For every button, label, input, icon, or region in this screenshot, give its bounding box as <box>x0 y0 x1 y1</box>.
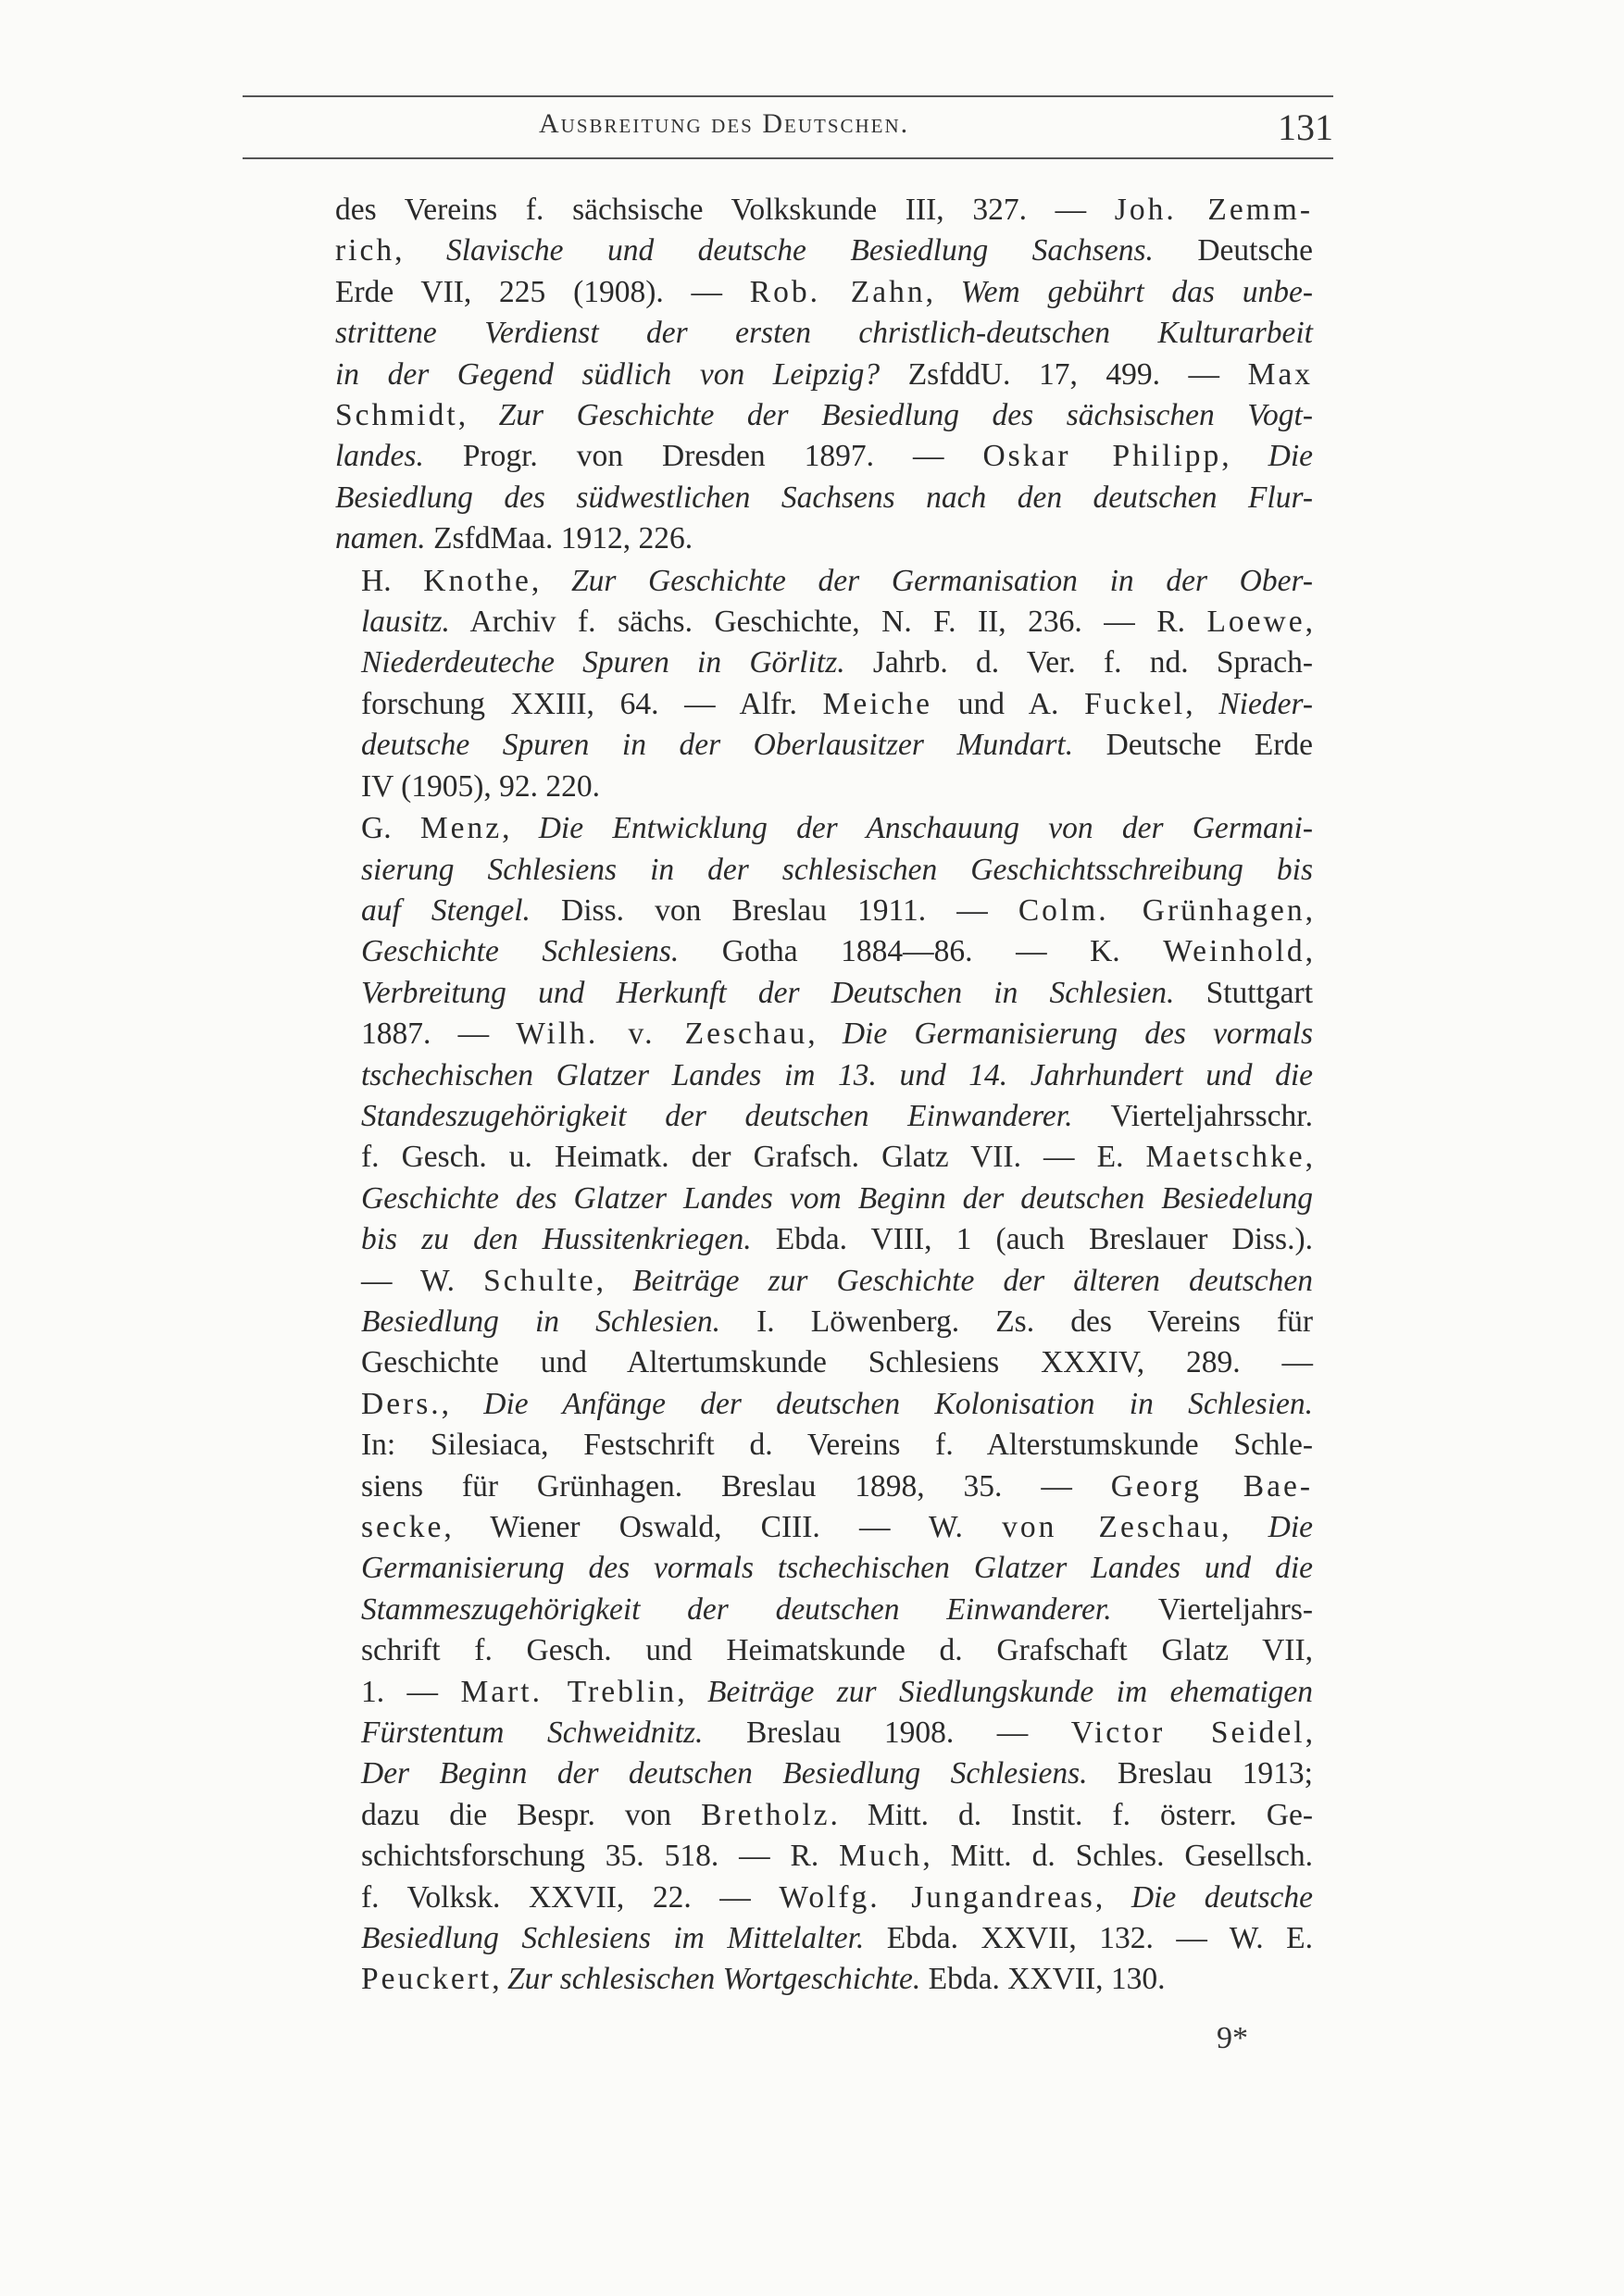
text-line <box>335 313 1313 354</box>
text-line <box>335 1548 1313 1589</box>
citation-text: — W. <box>361 1263 484 1298</box>
title-text: strittene Verdienst der ersten christlich-deutschen Kulturarbeit <box>335 316 1313 351</box>
author-name: Menz <box>419 811 503 846</box>
title-text: Die deutsche <box>1131 1879 1313 1915</box>
text-line <box>335 808 1313 849</box>
author-name: Schulte <box>483 1263 596 1298</box>
title-text: deutsche Spuren in der Oberlausitzer Mundart. <box>361 728 1074 763</box>
text-line <box>335 1959 1313 2000</box>
author-name: Schmidt <box>335 398 458 433</box>
text-line <box>335 231 1313 271</box>
title-text: Standeszugehörigkeit der deutschen Einwanderer. <box>361 1098 1073 1133</box>
text-line <box>335 1261 1313 1302</box>
text-line <box>335 478 1313 518</box>
text-line <box>335 1590 1313 1630</box>
text-line <box>335 1878 1313 1918</box>
citation-text: , <box>492 1962 507 1997</box>
citation-text: , <box>531 563 571 598</box>
citation-text: , <box>1221 1510 1268 1544</box>
text-line <box>335 602 1313 643</box>
text-line <box>335 561 1313 602</box>
citation-text: Erde VII, 225 (1908). — <box>335 274 750 309</box>
text-line <box>335 1466 1313 1507</box>
author-name: secke <box>361 1510 444 1544</box>
citation-text: , <box>925 274 961 309</box>
text-line <box>335 973 1313 1014</box>
citation-text: 1887. — <box>361 1017 517 1052</box>
author-name: Wilh. v. Zeschau <box>516 1017 808 1052</box>
text-line <box>335 850 1313 891</box>
text-line <box>335 1753 1313 1794</box>
citation-text: IV (1905), 92. 220. <box>361 768 601 804</box>
text-line <box>335 1055 1313 1096</box>
title-text: in der Gegend südlich von Leipzig? <box>335 356 881 392</box>
title-text: Stammeszugehörigkeit der deutschen Einwanderer. <box>361 1591 1112 1627</box>
title-text: Germanisierung des vormals tschechischen Glatzer Landes und die <box>361 1551 1313 1586</box>
citation-text: , <box>457 398 499 433</box>
citation-text: , <box>441 1386 484 1421</box>
text-line <box>335 1836 1313 1877</box>
bibliography-body <box>335 190 1313 2001</box>
text-line <box>335 1342 1313 1383</box>
citation-text: f. Gesch. u. Heimatk. der Grafsch. Glatz VII. — E. <box>361 1140 1146 1175</box>
title-text: Besiedlung Schlesiens im Mittelalter. <box>361 1921 865 1956</box>
title-text: Niederdeuteche Spuren in Görlitz. <box>361 645 845 680</box>
citation-text: I. Löwenberg. Zs. des Vereins für <box>720 1304 1314 1339</box>
citation-text: Stuttgart <box>1174 975 1313 1010</box>
text-line <box>335 643 1313 683</box>
paragraph-schlesien <box>335 808 1313 2001</box>
title-text: Besiedlung des südwestlichen Sachsens nach den deutschen Flur- <box>335 480 1313 515</box>
citation-text: des Vereins f. sächsische Volkskunde III, 327. — <box>335 193 1115 227</box>
title-text: Die <box>1268 1510 1313 1544</box>
citation-text: f. Volksk. XXVII, 22. — <box>361 1879 780 1915</box>
title-text: Wem gebührt das unbe- <box>960 274 1314 309</box>
text-line <box>335 1795 1313 1836</box>
title-text: Zur Geschichte der Besiedlung des sächsischen Vogt- <box>498 398 1314 433</box>
text-line <box>335 1918 1313 1959</box>
title-text: tschechischen Glatzer Landes im 13. und 14. Jahrhundert und die <box>361 1057 1313 1092</box>
author-name: Wolfg. Jungandreas <box>779 1879 1095 1915</box>
citation-text: ZsfddU. 17, 499. — <box>880 356 1248 392</box>
author-name: Georg Bae- <box>1110 1468 1313 1504</box>
author-name: Rob. Zahn <box>749 274 926 309</box>
citation-text: , <box>1221 439 1268 474</box>
citation-text: In: Silesiaca, Festschrift d. Vereins f. Alterstumskunde Schle- <box>361 1428 1313 1463</box>
title-text: Fürstentum Schweidnitz. <box>361 1716 704 1751</box>
citation-text: 1. — <box>361 1674 461 1709</box>
title-text: Zur Geschichte der Germanisation in der Ober- <box>570 563 1313 598</box>
text-line <box>335 725 1313 766</box>
text-line <box>335 1713 1313 1753</box>
title-text: Slavische und deutsche Besiedlung Sachsens. <box>445 233 1154 268</box>
citation-text: forschung XXIII, 64. — Alfr. <box>361 686 823 721</box>
citation-text: Breslau 1913; <box>1087 1756 1313 1791</box>
author-name: von Zeschau <box>1002 1510 1222 1544</box>
citation-text: , <box>1305 934 1313 969</box>
header-rule <box>243 157 1333 159</box>
citation-text: Geschichte und Altertumskunde Schlesiens XXXIV, 289. — <box>361 1345 1313 1380</box>
text-line <box>335 395 1313 436</box>
author-name: Colm. Grünhagen <box>1018 892 1305 928</box>
text-line <box>335 1630 1313 1671</box>
title-text: Beiträge zur Geschichte der älteren deutschen <box>632 1263 1314 1298</box>
citation-text: , <box>394 233 446 268</box>
citation-text: , Mitt. d. Schles. Gesellsch. <box>922 1839 1313 1874</box>
title-text: namen. <box>335 521 426 556</box>
citation-text: Gotha 1884—86. — K. <box>679 934 1164 969</box>
citation-text: dazu die Bespr. von <box>361 1797 702 1832</box>
text-line <box>335 891 1313 931</box>
title-text: Geschichte Schlesiens. <box>361 934 680 969</box>
citation-text: Ebda. VIII, 1 (auch Breslauer Diss.). <box>751 1222 1314 1257</box>
text-line <box>335 1219 1313 1260</box>
text-line <box>335 931 1313 972</box>
text-line <box>335 272 1313 313</box>
citation-text: , Wiener Oswald, CIII. — W. <box>443 1510 1003 1544</box>
text-line <box>335 1096 1313 1137</box>
citation-text: schichtsforschung 35. 518. — R. <box>361 1839 840 1874</box>
author-name: Loewe <box>1206 605 1305 640</box>
author-name: Peuckert <box>361 1962 493 1997</box>
author-name: Knothe <box>423 563 531 598</box>
title-text: bis zu den Hussitenkriegen. <box>361 1222 752 1257</box>
citation-text: , <box>807 1017 843 1052</box>
text-line <box>335 1672 1313 1713</box>
citation-text: , <box>1305 1140 1313 1175</box>
citation-text: Jahrb. d. Ver. f. nd. Sprach- <box>844 645 1313 680</box>
citation-text: , <box>1094 1879 1131 1915</box>
title-text: Die Entwicklung der Anschauung von der Germani- <box>538 811 1313 846</box>
signature-mark: 9* <box>1217 2021 1248 2055</box>
text-line <box>335 1425 1313 1466</box>
author-name: Victor Seidel <box>1070 1716 1305 1751</box>
paragraph-oberlausitz <box>335 561 1313 807</box>
author-name: Much <box>839 1839 923 1874</box>
text-line <box>335 1302 1313 1342</box>
citation-text: . Mitt. d. Instit. f. österr. Ge- <box>830 1797 1313 1832</box>
citation-text: , <box>1305 1716 1313 1751</box>
citation-text: Vierteljahrs- <box>1111 1591 1314 1627</box>
citation-text: , <box>677 1674 707 1709</box>
text-line <box>335 1179 1313 1219</box>
author-name: Fuckel <box>1084 686 1186 721</box>
author-name: Oskar Philipp <box>982 439 1222 474</box>
citation-text: schrift f. Gesch. und Heimatskunde d. Grafschaft Glatz VII, <box>361 1633 1313 1668</box>
text-line <box>335 1137 1313 1178</box>
citation-text: Deutsche Erde <box>1073 728 1314 763</box>
citation-text: und A. <box>932 686 1085 721</box>
citation-text: , <box>595 1263 633 1298</box>
author-name: Maetschke <box>1145 1140 1305 1175</box>
citation-text: , <box>1305 892 1313 928</box>
citation-text: Archiv f. sächs. Geschichte, N. F. II, 236. — R. <box>449 605 1207 640</box>
paragraph-sachsen <box>335 190 1313 560</box>
citation-text: Diss. von Breslau 1911. — <box>530 892 1018 928</box>
title-text: Der Beginn der deutschen Besiedlung Schlesiens. <box>361 1756 1088 1791</box>
author-name: Bretholz <box>701 1797 831 1832</box>
text-line <box>335 355 1313 395</box>
title-text: Nieder- <box>1218 686 1313 721</box>
citation-text: Deutsche <box>1153 233 1313 268</box>
citation-text: Progr. von Dresden 1897. — <box>423 439 983 474</box>
title-text: Besiedlung in Schlesien. <box>361 1304 721 1339</box>
title-text: sierung Schlesiens in der schlesischen Geschichtsschreibung bis <box>361 852 1313 887</box>
title-text: Die <box>1268 439 1313 474</box>
page-number: 131 <box>1278 106 1333 148</box>
text-line <box>335 518 1313 559</box>
author-name: Meiche <box>822 686 932 721</box>
citation-text: Breslau 1908. — <box>703 1716 1071 1751</box>
citation-text: Ebda. XXVII, 130. <box>920 1962 1166 1997</box>
citation-text: , <box>1185 686 1219 721</box>
running-head: Ausbreitung des Deutschen. <box>539 108 910 139</box>
citation-text: ZsfdMaa. 1912, 226. <box>425 521 693 556</box>
author-name: Weinhold <box>1163 934 1305 969</box>
citation-text: , <box>502 811 539 846</box>
title-text: Verbreitung und Herkunft der Deutschen in Schlesien. <box>361 975 1175 1010</box>
citation-text: , <box>1305 605 1313 640</box>
author-name: rich <box>335 233 395 268</box>
text-line <box>335 1384 1313 1425</box>
title-text: Beiträge zur Siedlungskunde im ehematigen <box>706 1674 1313 1709</box>
text-line <box>335 436 1313 477</box>
title-text: landes. <box>335 439 424 474</box>
citation-text: Vierteljahrsschr. <box>1072 1098 1313 1133</box>
author-name: Joh. Zemm- <box>1114 193 1313 227</box>
text-line <box>335 1507 1313 1548</box>
title-text: Die Germanisierung des vormals <box>842 1017 1314 1052</box>
text-line <box>335 190 1313 231</box>
citation-text: G. <box>361 811 420 846</box>
citation-text: H. <box>361 563 424 598</box>
title-text: auf Stengel. <box>361 892 531 928</box>
citation-text: Ebda. XXVII, 132. — W. E. <box>864 1921 1313 1956</box>
citation-text: siens für Grünhagen. Breslau 1898, 35. — <box>361 1468 1111 1504</box>
text-line <box>335 684 1313 725</box>
title-text: lausitz. <box>361 605 450 640</box>
text-line <box>335 767 1313 807</box>
title-text: Geschichte des Glatzer Landes vom Beginn der deutschen Besiedelung <box>361 1180 1313 1216</box>
top-rule <box>243 95 1333 97</box>
title-text: Die Anfänge der deutschen Kolonisation in Schlesien. <box>483 1386 1314 1421</box>
author-name: Ders. <box>361 1386 442 1421</box>
author-name: Max <box>1247 356 1313 392</box>
author-name: Mart. Treblin <box>460 1674 678 1709</box>
text-line <box>335 1014 1313 1054</box>
title-text: Zur schlesischen Wortgeschichte. <box>506 1962 921 1997</box>
